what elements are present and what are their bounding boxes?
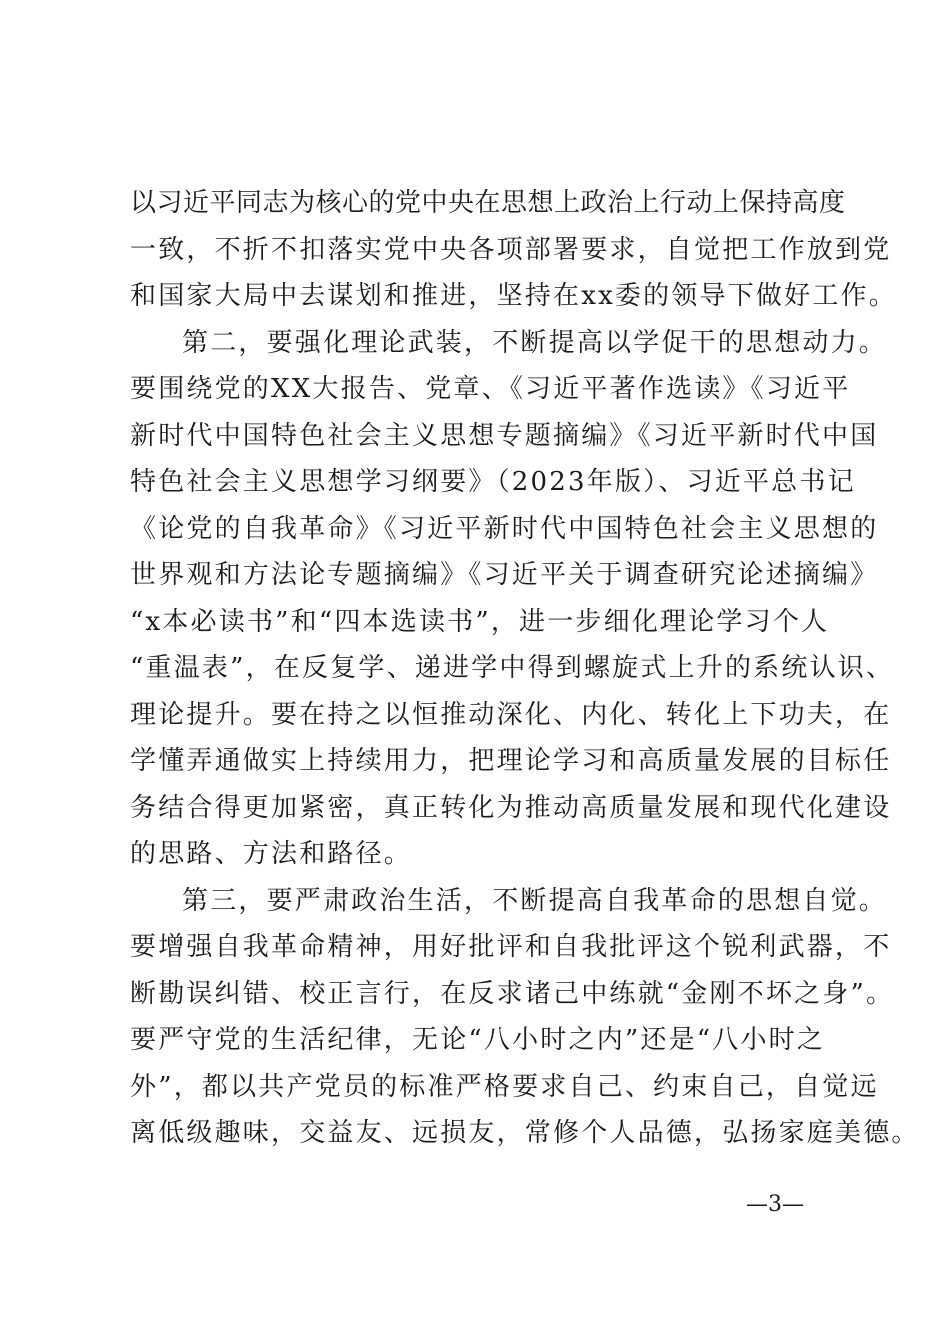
text-line: 《论党的自我革命》《习近平新时代中国特色社会主义思想的	[130, 513, 879, 544]
text-line: 外”，都以共产党员的标准严格要求自己、约束自己，自觉远	[130, 1071, 879, 1102]
text-line: “x本必读书”和“四本选读书”，进一步细化理论学习个人	[130, 606, 830, 637]
text-line: 特色社会主义思想学习纲要》（2023年版）、习近平总书记	[130, 467, 856, 497]
text-line: 务结合得更加紧密，真正转化为推动高质量发展和现代化建设	[130, 792, 892, 823]
text-line: 要增强自我革命精神，用好批评和自我批评这个锐利武器，不	[130, 932, 892, 962]
text-line: 一致，不折不扣落实党中央各项部署要求，自觉把工作放到党	[130, 234, 892, 265]
body-text	[130, 180, 920, 1157]
text-line: 新时代中国特色社会主义思想专题摘编》《习近平新时代中国	[130, 420, 879, 451]
text-line: 以习近平同志为核心的党中央在思想上政治上行动上保持高度	[130, 188, 846, 218]
text-line: 世界观和方法论专题摘编》《习近平关于调查研究论述摘编》	[130, 560, 879, 590]
text-line: 离低级趣味，交益友、远损友，常修个人品德，弘扬家庭美德。	[130, 1118, 920, 1148]
text-line: 理论提升。要在持之以恒推动深化、内化、转化上下功夫，在	[130, 699, 892, 730]
text-line: 断勘误纠错、校正言行，在反求诸己中练就“金刚不坏之身”。	[130, 978, 895, 1009]
text-line: 学懂弄通做实上持续用力，把理论学习和高质量发展的目标任	[130, 746, 892, 776]
page-number: —3—	[746, 1192, 804, 1217]
text-line: 要严守党的生活纪律，无论“八小时之内”还是“八小时之	[130, 1025, 826, 1055]
text-line: 的思路、方法和路径。	[130, 839, 413, 869]
text-line: “重温表”，在反复学、递进学中得到螺旋式上升的系统认识、	[130, 653, 895, 683]
text-line: 和国家大局中去谋划和推进，坚持在xx委的领导下做好工作。	[130, 281, 897, 311]
text-line: 要围绕党的XX大报告、党章、《习近平著作选读》《习近平	[130, 374, 851, 404]
section-heading-line: 第二，要强化理论武装，不断提高以学促干的思想动力。	[182, 327, 888, 358]
section-heading-line: 第三，要严肃政治生活，不断提高自我革命的思想自觉。	[182, 885, 888, 916]
